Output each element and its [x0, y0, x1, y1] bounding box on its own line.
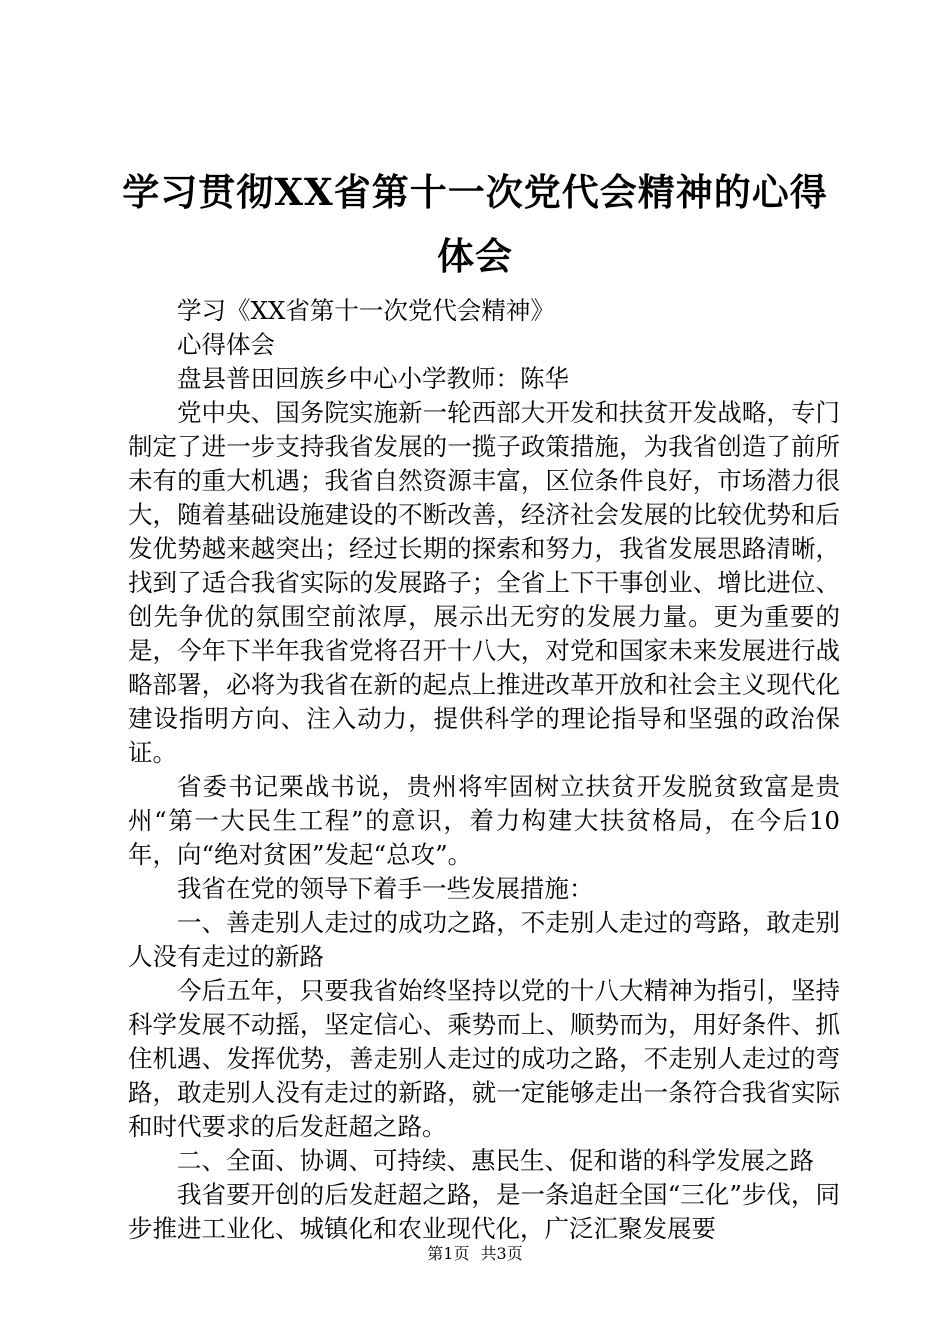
- paragraph: 党中央、国务院实施新一轮西部大开发和扶贫开发战略，专门制定了进一步支持我省发展的一揽子政策措施，为我省创造了前所未有的重大机遇；我省自然资源丰富，区位条件良好，市场潜力很大，随着基础设施建设的不断改善，经济社会发展的比较优势和后发优势越来越突出；经过长期的探索和努力，我省发展思路清晰，找到了适合我省实际的发展路子；全省上下干事创业、增比进位、创先争优的氛围空前浓厚，展示出无穷的发展力量。更为重要的是，今年下半年我省党将召开十八大，对党和国家未来发展进行战略部署，必将为我省在新的起点上推进改革开放和社会主义现代化建设指明方向、注入动力，提供科学的理论指导和坚强的政治保证。: [128, 398, 840, 767]
- paragraph: 我省要开创的后发赶超之路，是一条追赶全国“三化”步伐，同步推进工业化、城镇化和农业现代化，广泛汇聚发展要: [128, 1180, 840, 1243]
- paragraph-subtitle-1: 学习《XX省第十一次党代会精神》: [177, 296, 555, 325]
- paragraph: 我省在党的领导下着手一些发展措施：: [177, 874, 594, 903]
- document-title: 学习贯彻XX省第十一次党代会精神的心得体会: [122, 170, 828, 278]
- section-heading-1: 一、善走别人走过的成功之路，不走别人走过的弯路，敢走别人没有走过的新路: [128, 908, 840, 971]
- paragraph-subtitle-2: 心得体会: [177, 330, 275, 359]
- section-heading-2: 二、全面、协调、可持续、惠民生、促和谐的科学发展之路: [177, 1146, 814, 1175]
- paragraph: 今后五年，只要我省始终坚持以党的十八大精神为指引，坚持科学发展不动摇，坚定信心、乘势而上、顺势而为，用好条件、抓住机遇、发挥优势，善走别人走过的成功之路，不走别人走过的弯路，敢走别人没有走过的新路，就一定能够走出一条符合我省实际和时代要求的后发赶超之路。: [128, 976, 840, 1141]
- document-body: [128, 294, 840, 1246]
- paragraph: 省委书记栗战书说，贵州将牢固树立扶贫开发脱贫致富是贵州“第一大民生工程”的意识，着力构建大扶贫格局，在今后10年，向“绝对贫困”发起“总攻”。: [128, 772, 840, 869]
- paragraph-author: 盘县普田回族乡中心小学教师：陈华: [177, 364, 569, 393]
- page-number-footer: 第1页 共3页: [427, 1244, 523, 1263]
